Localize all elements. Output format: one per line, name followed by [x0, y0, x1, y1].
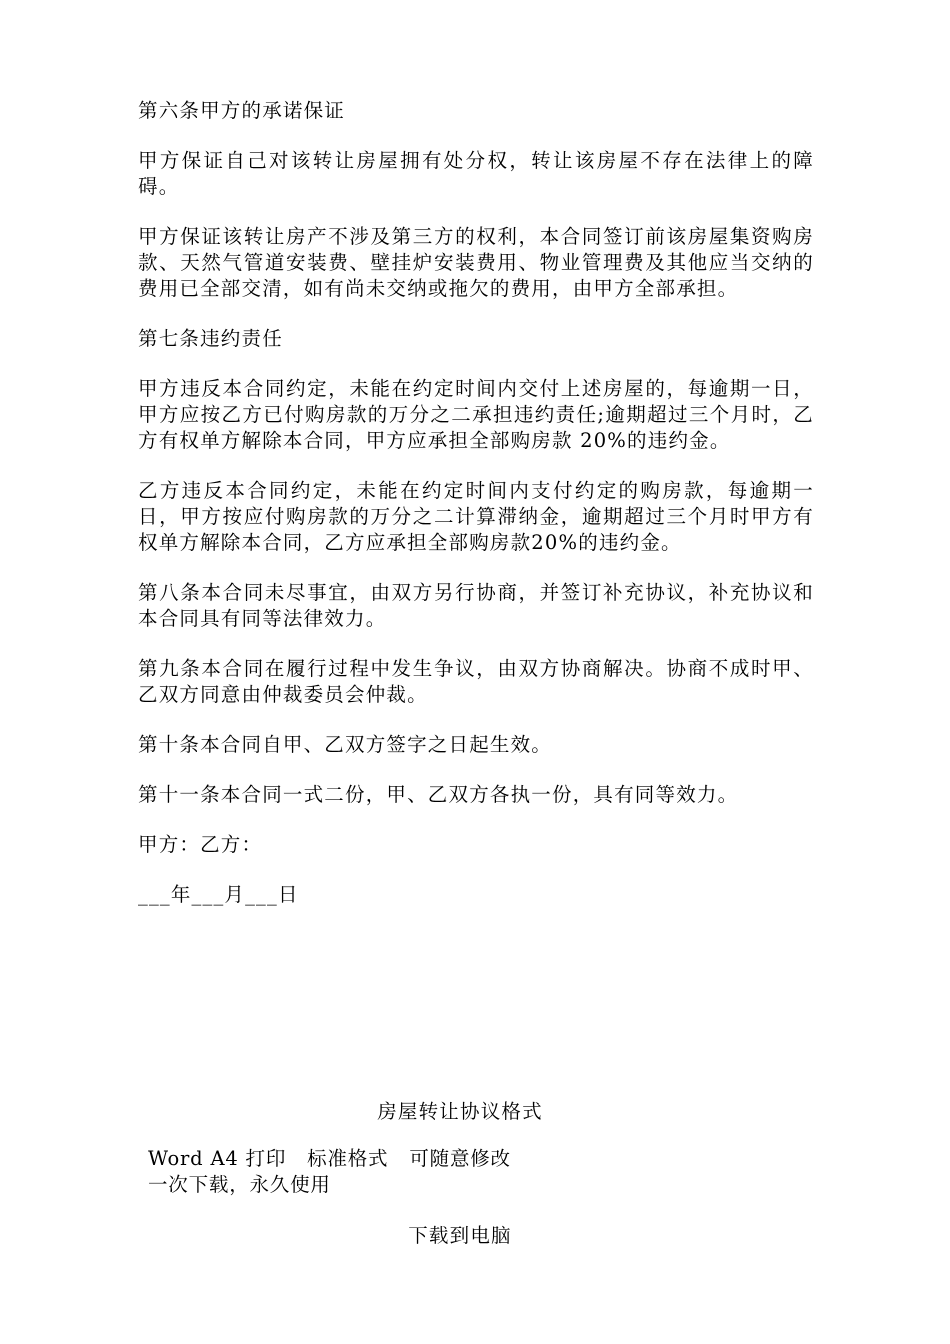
article-6-clause-2: 甲方保证该转让房产不涉及第三方的权利，本合同签订前该房屋集资购房款、天然气管道安装费、壁挂炉安装费用、物业管理费及其他应当交纳的费用已全部交清，如有尚未交纳或拖欠的费用，由甲方全部承担。: [138, 225, 814, 300]
article-7-clause-1: 甲方违反本合同约定，未能在约定时间内交付上述房屋的，每逾期一日，甲方应按乙方已付购房款的万分之二承担违约责任;逾期超过三个月时，乙方有权单方解除本合同，甲方应承担全部购房款 20%的违约金。: [138, 377, 814, 452]
document-body: [138, 98, 814, 908]
article-7-heading: 第七条违约责任: [138, 327, 283, 350]
signature-parties: 甲方：乙方：: [138, 833, 263, 856]
article-7-clause-2: 乙方违反本合同约定，未能在约定时间内支付约定的购房款，每逾期一日，甲方按应付购房款的万分之二计算滞纳金，逾期超过三个月时甲方有权单方解除本合同，乙方应承担全部购房款20%的违约金。: [138, 479, 814, 554]
article-8: 第八条本合同未尽事宜，由双方另行协商，并签订补充协议，补充协议和本合同具有同等法律效力。: [138, 581, 814, 630]
article-10: 第十条本合同自甲、乙双方签字之日起生效。: [138, 733, 553, 756]
footer-features: Word A4 打印 标准格式 可随意修改: [148, 1147, 511, 1170]
article-6-clause-1: 甲方保证自己对该转让房屋拥有处分权，转让该房屋不存在法律上的障碍。: [138, 149, 814, 198]
footer-usage: 一次下载，永久使用: [148, 1173, 331, 1196]
article-11: 第十一条本合同一式二份，甲、乙双方各执一份，具有同等效力。: [138, 783, 739, 806]
article-9: 第九条本合同在履行过程中发生争议，由双方协商解决。协商不成时甲、乙双方同意由仲裁委员会仲裁。: [138, 657, 814, 706]
article-6-heading: 第六条甲方的承诺保证: [138, 99, 346, 122]
signature-date: ___年___月___日: [138, 883, 299, 906]
download-to-computer-link[interactable]: 下载到电脑: [408, 1224, 512, 1247]
footer-title: 房屋转让协议格式: [377, 1100, 543, 1123]
